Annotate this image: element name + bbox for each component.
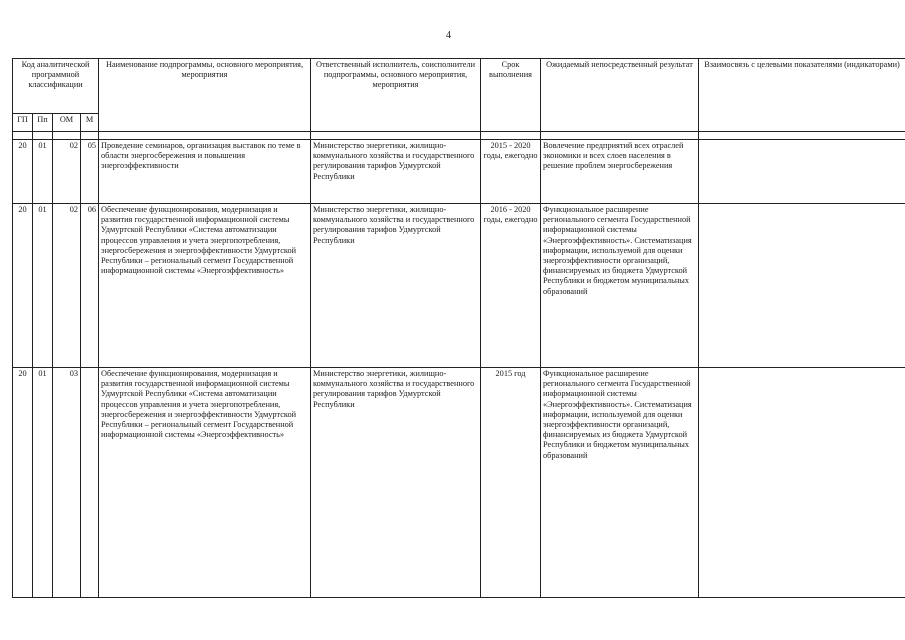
cell-m	[81, 368, 99, 598]
cell-om: 02	[53, 140, 81, 204]
table-row	[13, 140, 905, 204]
cell-name: Обеспечение функционирования, модернизация и развития государственной информационной системы Удмуртской Республики «Система автоматизации процессов управления и учета энергопотребления, энергосбережения и энергоэффективности Удмуртской Республики – региональный сегмент Государственной информационной системы «Энергоэффективность»	[99, 368, 311, 598]
header-code-gp: ГП	[13, 114, 33, 132]
cell-m: 06	[81, 204, 99, 368]
header-term: Срок выполнения	[481, 59, 541, 132]
cell-result: Вовлечение предприятий всех отраслей экономики и всех слоев населения в решение проблем энергосбережения	[541, 140, 699, 204]
cell-link	[699, 368, 905, 598]
cell-gp: 20	[13, 368, 33, 598]
table-row	[13, 368, 905, 598]
header-executor: Ответственный исполнитель, соисполнители подпрограммы, основного мероприятия, мероприятия	[311, 59, 481, 132]
cell-executor: Министерство энергетики, жилищно-коммунального хозяйства и государственного регулирования тарифов Удмуртской Республики	[311, 204, 481, 368]
cell-om: 03	[53, 368, 81, 598]
cell-result: Функциональное расширение регионального сегмента Государственной информационной системы «Энергоэффективность». Систематизация информации, используемой для оценки энергоэффективности организаций, финансируемых из бюджета Удмуртской Республики и бюджетом муниципальных образований	[541, 368, 699, 598]
header-code-m: М	[81, 114, 99, 132]
header-code-group: Код аналитической программной классификации	[13, 59, 99, 114]
cell-executor: Министерство энергетики, жилищно-коммунального хозяйства и государственного регулирования тарифов Удмуртской Республики	[311, 368, 481, 598]
cell-pp: 01	[33, 368, 53, 598]
cell-name: Проведение семинаров, организация выставок по теме в области энергосбережения и повышения энергоэффективности	[99, 140, 311, 204]
cell-link	[699, 204, 905, 368]
header-result: Ожидаемый непосредственный результат	[541, 59, 699, 132]
cell-om: 02	[53, 204, 81, 368]
header-code-pp: Пп	[33, 114, 53, 132]
cell-pp: 01	[33, 204, 53, 368]
cell-link	[699, 140, 905, 204]
cell-pp: 01	[33, 140, 53, 204]
cell-result: Функциональное расширение регионального сегмента Государственной информационной системы «Энергоэффективность». Систематизация информации, используемой для оценки энергоэффективности организаций, финансируемых из бюджета Удмуртской Республики и бюджетом муниципальных образований	[541, 204, 699, 368]
header-link: Взаимосвязь с целевыми показателями (индикаторами)	[699, 59, 905, 132]
table-row	[13, 204, 905, 368]
cell-term: 2016 - 2020 годы, ежегодно	[481, 204, 541, 368]
header-name: Наименование подпрограммы, основного мероприятия, мероприятия	[99, 59, 311, 132]
cell-term: 2015 год	[481, 368, 541, 598]
cell-term: 2015 - 2020 годы, ежегодно	[481, 140, 541, 204]
cell-executor: Министерство энергетики, жилищно-коммунального хозяйства и государственного регулирования тарифов Удмуртской Республики	[311, 140, 481, 204]
cell-gp: 20	[13, 204, 33, 368]
cell-name: Обеспечение функционирования, модернизация и развития государственной информационной системы Удмуртской Республики «Система автоматизации процессов управления и учета энергопотребления, энергосбережения и энергоэффективности Удмуртской Республики – региональный сегмент Государственной информационной системы «Энергоэффективность»	[99, 204, 311, 368]
page-number: 4	[446, 30, 451, 41]
cell-m: 05	[81, 140, 99, 204]
header-row	[13, 59, 905, 114]
program-table	[12, 58, 905, 598]
cell-gp: 20	[13, 140, 33, 204]
header-code-om: ОМ	[53, 114, 81, 132]
